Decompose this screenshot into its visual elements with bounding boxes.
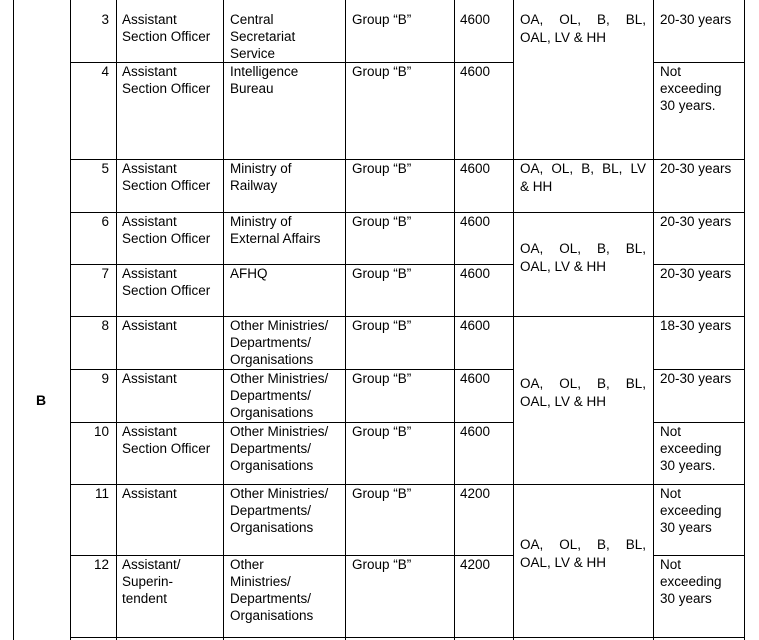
group-classification: Group “B”	[352, 266, 412, 281]
post-name: Assistant Section Officer	[122, 214, 211, 246]
grade-pay: 4600	[460, 371, 491, 386]
disability-categories: & HH	[520, 179, 553, 194]
group-classification: Group “B”	[352, 371, 412, 386]
post-name: Assistant Section Officer	[122, 12, 211, 44]
column-rule	[116, 0, 117, 640]
group-classification: Group “B”	[352, 424, 412, 439]
column-rule	[13, 0, 14, 640]
group-classification: Group “B”	[352, 161, 412, 176]
age-limit: Not exceeding 30 years.	[660, 424, 722, 473]
grade-pay: 4200	[460, 557, 491, 572]
post-name: Assistant/ Superin- tendent	[122, 557, 181, 606]
post-name: Assistant	[122, 318, 177, 333]
row-rule	[513, 484, 654, 485]
row-number: 10	[93, 424, 109, 439]
row-number: 4	[101, 64, 109, 79]
age-limit: 20-30 years	[660, 12, 732, 27]
disability-categories: OA, OL, B, BL,	[520, 12, 646, 27]
age-limit: 20-30 years	[660, 266, 732, 281]
disability-categories: OAL, LV & HH	[520, 394, 607, 409]
group-classification: Group “B”	[352, 12, 412, 27]
post-name: Assistant Section Officer	[122, 424, 211, 456]
row-number: 11	[94, 486, 109, 501]
grade-pay: 4600	[460, 64, 491, 79]
disability-categories: OA, OL, B, BL, LV	[520, 161, 646, 176]
row-number: 9	[101, 371, 109, 386]
disability-categories: OA, OL, B, BL,	[520, 537, 646, 552]
row-number: 6	[101, 214, 109, 229]
column-rule	[223, 0, 224, 640]
category-label: B	[36, 392, 47, 408]
post-name: Assistant Section Officer	[122, 161, 211, 193]
age-limit: 18-30 years	[660, 318, 732, 333]
ministry-name: Other Ministries/ Departments/ Organisations	[230, 424, 329, 473]
age-limit: Not exceeding 30 years	[660, 486, 722, 535]
column-rule	[513, 0, 514, 640]
grade-pay: 4600	[460, 161, 491, 176]
ministry-name: Other Ministries/ Departments/ Organisations	[230, 371, 329, 420]
row-number: 8	[101, 318, 109, 333]
grade-pay: 4200	[460, 486, 491, 501]
ministry-name: AFHQ	[230, 266, 268, 281]
age-limit: 20-30 years	[660, 371, 732, 386]
age-limit: 20-30 years	[660, 161, 732, 176]
row-rule	[513, 212, 654, 213]
ministry-name: Other Ministries/ Departments/ Organisations	[230, 557, 314, 623]
grade-pay: 4600	[460, 12, 491, 27]
grade-pay: 4600	[460, 266, 491, 281]
age-limit: Not exceeding 30 years.	[660, 64, 722, 113]
post-name: Assistant	[122, 486, 177, 501]
group-classification: Group “B”	[352, 557, 412, 572]
post-name: Assistant Section Officer	[122, 266, 211, 298]
ministry-name: Intelligence Bureau	[230, 64, 299, 96]
ministry-name: Ministry of Railway	[230, 161, 292, 193]
group-classification: Group “B”	[352, 318, 412, 333]
group-classification: Group “B”	[352, 486, 412, 501]
column-rule	[653, 0, 654, 640]
row-rule	[70, 637, 745, 638]
post-name: Assistant Section Officer	[122, 64, 211, 96]
grade-pay: 4600	[460, 424, 491, 439]
row-number: 12	[93, 557, 109, 572]
grade-pay: 4600	[460, 214, 491, 229]
disability-categories: OAL, LV & HH	[520, 555, 607, 570]
ministry-name: Central Secretariat Service	[230, 12, 296, 61]
age-limit: 20-30 years	[660, 214, 732, 229]
column-rule	[70, 0, 71, 640]
ministry-name: Other Ministries/ Departments/ Organisations	[230, 486, 329, 535]
ministry-name: Ministry of External Affairs	[230, 214, 321, 246]
disability-categories: OAL, LV & HH	[520, 30, 607, 45]
row-number: 3	[101, 12, 109, 27]
age-limit: Not exceeding 30 years	[660, 557, 722, 606]
column-rule	[744, 0, 745, 640]
row-rule	[513, 316, 654, 317]
group-classification: Group “B”	[352, 64, 412, 79]
grade-pay: 4600	[460, 318, 491, 333]
column-rule	[345, 0, 346, 640]
disability-categories: OA, OL, B, BL,	[520, 241, 646, 256]
column-rule	[454, 0, 455, 640]
disability-categories: OAL, LV & HH	[520, 259, 607, 274]
group-classification: Group “B”	[352, 214, 412, 229]
row-number: 7	[101, 266, 109, 281]
ministry-name: Other Ministries/ Departments/ Organisations	[230, 318, 329, 367]
post-name: Assistant	[122, 371, 177, 386]
disability-categories: OA, OL, B, BL,	[520, 376, 646, 391]
row-number: 5	[101, 161, 109, 176]
